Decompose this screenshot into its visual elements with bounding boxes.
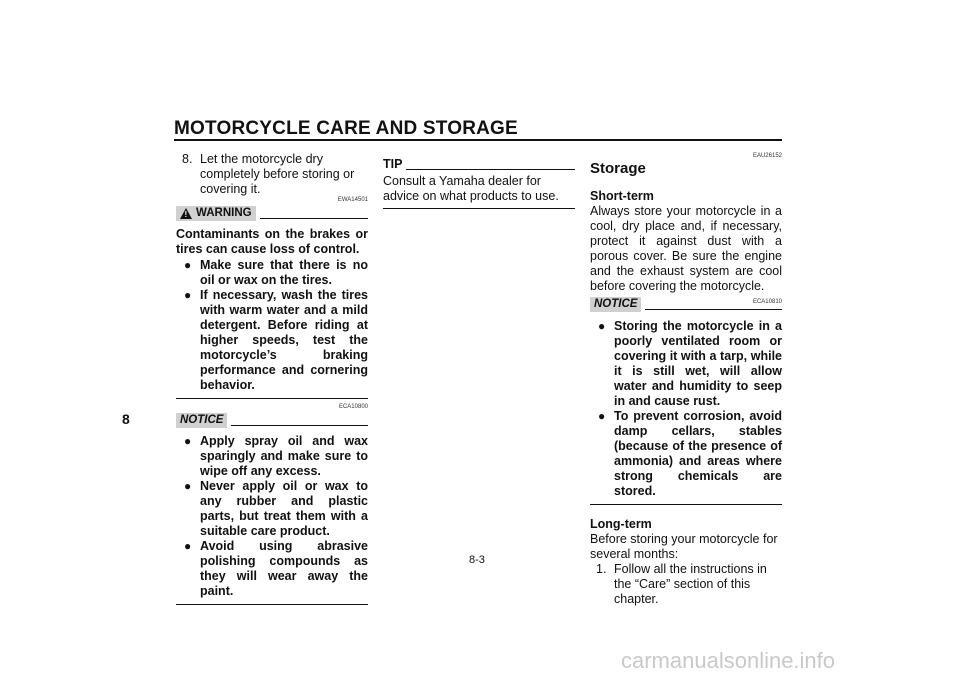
list-item-text: Apply spray oil and wax sparingly and make sure to wipe off any excess.: [200, 434, 368, 478]
list-item: [176, 539, 368, 599]
tip-end-rule: [383, 208, 575, 209]
column-right: [590, 152, 782, 607]
section-title-storage: Storage: [590, 160, 646, 177]
column-middle: [383, 156, 575, 209]
warning-header: [176, 205, 368, 221]
notice-list: [176, 434, 368, 599]
notice-list: [590, 319, 782, 499]
tip-label: TIP: [383, 157, 403, 171]
tip-rule: [406, 169, 575, 170]
long-term-text: Before storing your motorcycle for several months:: [590, 532, 778, 561]
list-item-text: Never apply oil or wax to any rubber and plastic parts, but treat them with a suitable care product.: [200, 479, 368, 538]
list-item: [176, 258, 368, 288]
notice-badge: NOTICE: [176, 413, 227, 428]
page-header-title: MOTORCYCLE CARE AND STORAGE: [174, 118, 518, 139]
watermark: carmanualsonline.info: [621, 648, 836, 673]
bullet-icon: ●: [598, 409, 606, 423]
list-item-text: To prevent corrosion, avoid damp cellars, stables (because of the presence of ammonia) and areas where strong chemicals are stored.: [614, 409, 782, 498]
notice-end-rule: [590, 504, 782, 505]
list-item-text: Avoid using abrasive polishing compounds as they will wear away the paint.: [200, 539, 368, 598]
notice-code: ECA10800: [338, 404, 368, 410]
warning-list: [176, 258, 368, 393]
bullet-icon: ●: [184, 434, 192, 448]
bullet-icon: ●: [598, 319, 606, 333]
step-text: Follow all the instructions in the “Care” section of this chapter.: [614, 562, 767, 606]
warning-label: WARNING: [196, 207, 252, 219]
page-number: 8-3: [469, 554, 485, 566]
notice-rule: [231, 425, 368, 426]
subheading-long-term: Long-term: [590, 517, 652, 531]
notice-header: [176, 412, 368, 428]
warning-lead: Contaminants on the brakes or tires can cause loss of control.: [176, 227, 368, 256]
notice-rule: [645, 309, 782, 310]
list-item: [590, 319, 782, 409]
tip-text: Consult a Yamaha dealer for advice on what products to use.: [383, 174, 559, 203]
bullet-icon: ●: [184, 539, 192, 553]
notice-end-rule: [176, 604, 368, 605]
bullet-icon: ●: [184, 258, 192, 272]
warning-rule: [260, 218, 368, 219]
warning-badge: [176, 206, 256, 221]
list-item-text: Make sure that there is no oil or wax on the tires.: [200, 258, 368, 287]
list-item: [590, 409, 782, 499]
warning-triangle-icon: !: [180, 208, 192, 219]
notice-badge: NOTICE: [590, 297, 641, 312]
storage-code: EAU26152: [752, 153, 782, 159]
bullet-icon: ●: [184, 288, 192, 302]
list-item-text: If necessary, wash the tires with warm water and a mild detergent. Before riding at higher speeds, test the motorcycle’s braking performance and cornering behavior.: [200, 288, 368, 392]
step-8: [176, 152, 368, 197]
subheading-short-term: Short-term: [590, 189, 654, 203]
warning-end-rule: [176, 398, 368, 399]
step-number: 1.: [596, 562, 607, 576]
step-1: [590, 562, 782, 607]
chapter-tab: 8: [122, 411, 130, 427]
step-number: 8.: [182, 152, 193, 166]
header-rule: [174, 139, 782, 141]
list-item: [176, 288, 368, 393]
short-term-text: Always store your motorcycle in a cool, dry place and, if necessary, protect it against dust with a porous cover. Be sure the engine and the exhaust system are cool before covering the motorcycle.: [590, 204, 782, 293]
notice-code: ECA10810: [752, 299, 782, 305]
bullet-icon: ●: [184, 479, 192, 493]
list-item: [176, 479, 368, 539]
step-text: Let the motorcycle dry completely before storing or covering it.: [200, 152, 355, 196]
warning-code: EWA14501: [337, 197, 368, 203]
list-item-text: Storing the motorcycle in a poorly ventilated room or covering it with a tarp, while it is still wet, will allow water and humidity to seep in and cause rust.: [614, 319, 782, 408]
column-left: [176, 152, 368, 605]
list-item: [176, 434, 368, 479]
tip-header: [383, 156, 575, 172]
